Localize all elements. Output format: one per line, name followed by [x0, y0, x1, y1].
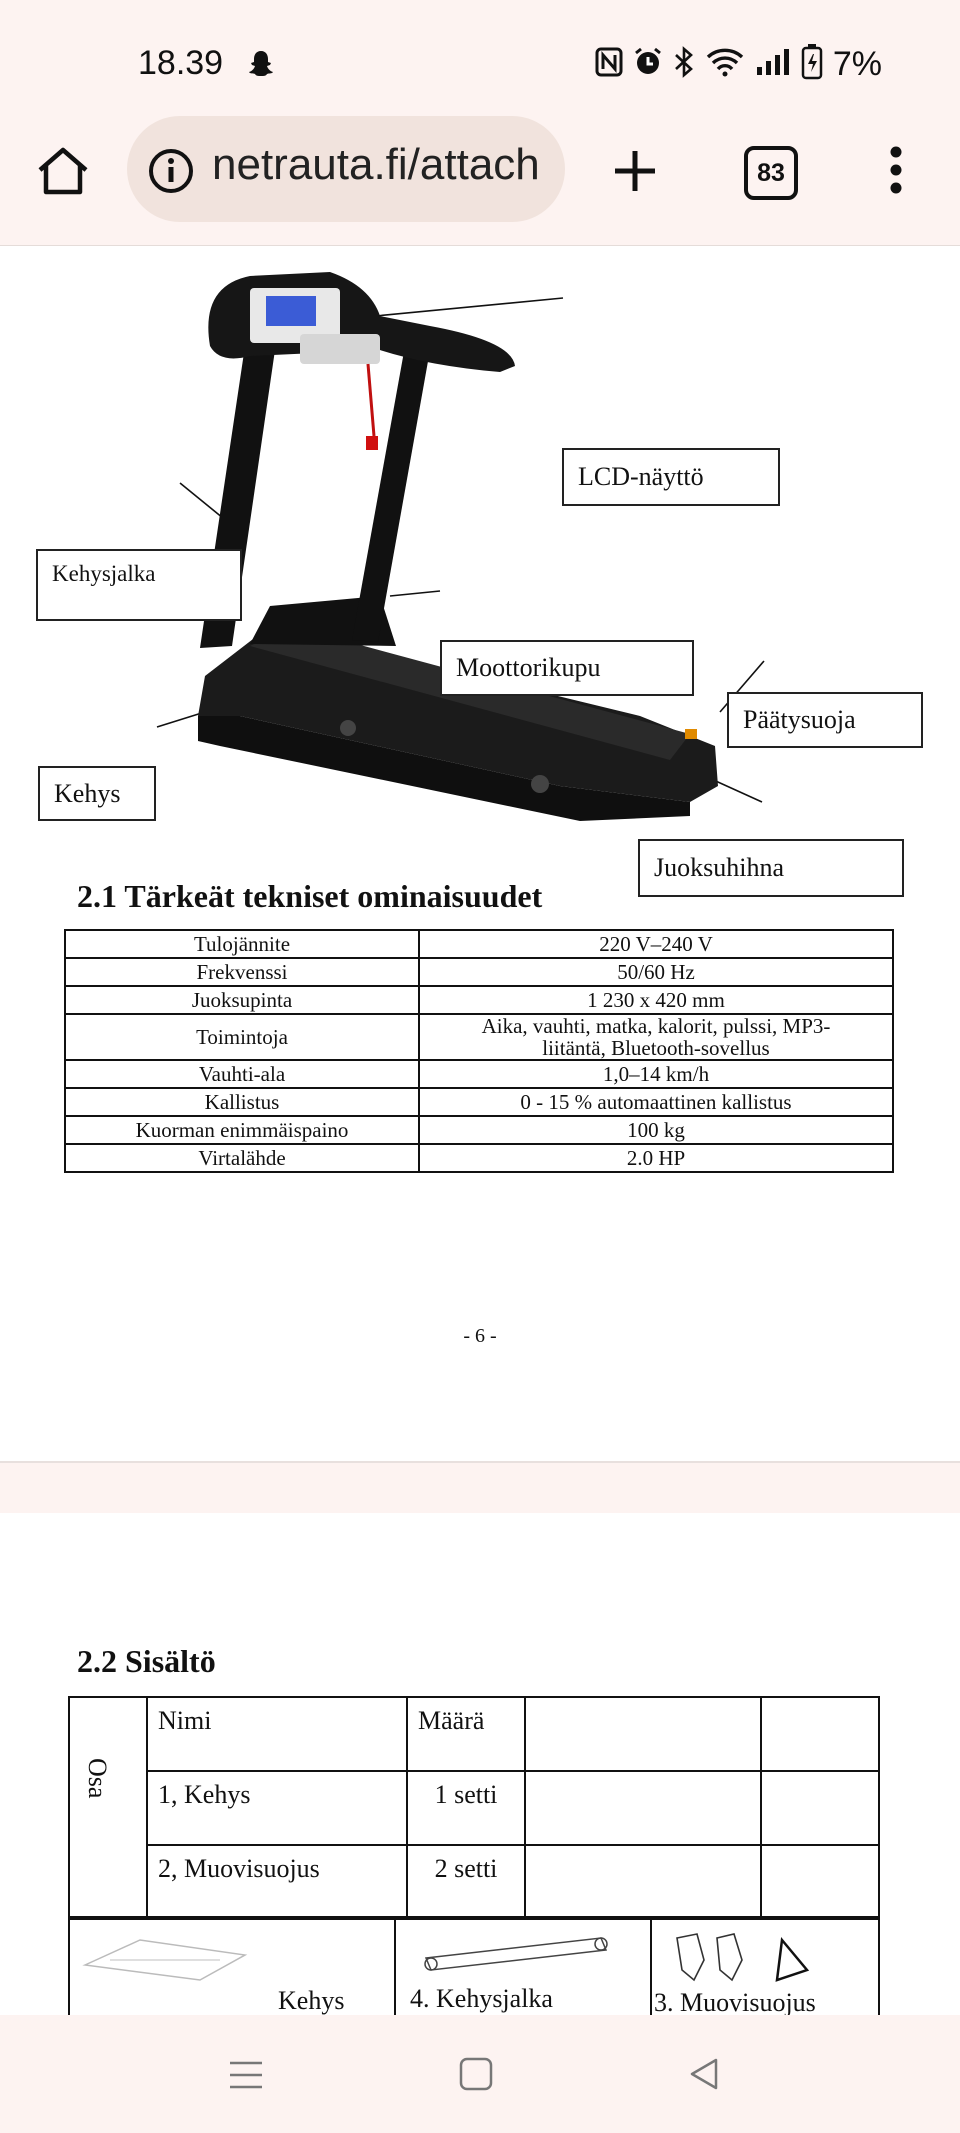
tab-switcher-button[interactable] [744, 146, 798, 200]
battery-level: 7% [832, 45, 882, 83]
callout-end-cover-text: Päätysuoja [743, 705, 856, 734]
nfc-icon [595, 47, 623, 82]
empty-cell [761, 1771, 879, 1845]
snapchat-icon [246, 48, 276, 83]
callout-motor-cover [440, 640, 694, 696]
spec-value: Aika, vauhti, matka, kalorit, pulssi, MP3-liitäntä, Bluetooth-sovellus [419, 1014, 893, 1060]
part-cell [396, 1918, 652, 2015]
table-row [69, 1771, 879, 1845]
header-name: Nimi [147, 1697, 407, 1771]
site-info-icon[interactable] [147, 147, 195, 200]
callout-belt [638, 839, 904, 897]
side-label: Osa [83, 1758, 112, 1799]
recent-apps-icon[interactable] [228, 2057, 264, 2098]
part-label: Kehys [278, 1986, 345, 2015]
section-title-specs: 2.1 Tärkeät tekniset ominaisuudet [77, 878, 543, 914]
section-title-contents: 2.2 Sisältö [77, 1643, 216, 1679]
callout-frame-leg-text: Kehysjalka [52, 561, 156, 586]
spec-value: 2.0 HP [419, 1144, 893, 1172]
spec-key: Tulojännite [65, 930, 419, 958]
table-row [65, 1014, 893, 1060]
part-cell [70, 1918, 396, 2015]
home-icon[interactable] [36, 146, 90, 201]
document-page [0, 1513, 960, 2015]
contents-table [68, 1696, 880, 1920]
empty-cell [761, 1697, 879, 1771]
page-number: - 6 - [463, 1325, 497, 1347]
spec-value: 1 230 x 420 mm [419, 986, 893, 1014]
alarm-icon [633, 47, 663, 82]
part-name: 2, Muovisuojus [147, 1845, 407, 1919]
part-label: 4. Kehysjalka [410, 1984, 553, 2013]
callout-motor-cover-text: Moottorikupu [456, 653, 601, 682]
spec-value: 50/60 Hz [419, 958, 893, 986]
new-tab-icon[interactable] [610, 146, 660, 201]
spec-key: Kallistus [65, 1088, 419, 1116]
status-bar [0, 0, 960, 120]
spec-key: Juoksupinta [65, 986, 419, 1014]
url-text[interactable]: netrauta.fi/attach [212, 140, 540, 189]
back-icon[interactable] [686, 2056, 722, 2097]
spec-value: 0 - 15 % automaattinen kallistus [419, 1088, 893, 1116]
table-row [65, 1144, 893, 1172]
callout-frame-text: Kehys [54, 778, 121, 808]
part-qty: 2 setti [407, 1845, 525, 1919]
page-gap [0, 1461, 960, 1515]
part-cell [652, 1918, 878, 2015]
spec-key: Vauhti-ala [65, 1060, 419, 1088]
parts-illustrations [68, 1916, 880, 2015]
table-row [65, 958, 893, 986]
spec-key: Toimintoja [65, 1014, 419, 1060]
table-row [69, 1697, 879, 1771]
part-qty: 1 setti [407, 1771, 525, 1845]
frame-drawing [80, 1930, 250, 1990]
callout-frame-leg [36, 549, 242, 621]
system-nav-bar [0, 2015, 960, 2133]
spec-key: Kuorman enimmäispaino [65, 1116, 419, 1144]
empty-cell [525, 1845, 761, 1919]
table-row [65, 1088, 893, 1116]
signal-icon [755, 47, 791, 82]
specs-table [64, 929, 894, 1173]
status-time: 18.39 [138, 44, 224, 82]
empty-cell [525, 1697, 761, 1771]
callout-frame [38, 766, 156, 821]
callout-belt-text: Juoksuhihna [654, 853, 784, 882]
spec-value: 100 kg [419, 1116, 893, 1144]
part-name: 1, Kehys [147, 1771, 407, 1845]
frame-leg-drawing [416, 1928, 616, 1978]
wifi-icon [705, 47, 745, 82]
tab-count: 83 [757, 158, 785, 187]
callout-end-cover [727, 692, 923, 748]
table-row [65, 930, 893, 958]
callout-lcd [562, 448, 780, 506]
part-label: 3. Muovisuojus [654, 1988, 816, 2015]
bluetooth-icon [673, 46, 695, 83]
spec-key: Frekvenssi [65, 958, 419, 986]
callout-lcd-text: LCD-näyttö [578, 462, 704, 491]
table-row [65, 1116, 893, 1144]
more-menu-icon[interactable] [884, 144, 908, 201]
table-row [65, 1060, 893, 1088]
document-page [0, 246, 960, 1461]
table-row [69, 1845, 879, 1919]
battery-icon [801, 44, 823, 85]
empty-cell [525, 1771, 761, 1845]
spec-key: Virtalähde [65, 1144, 419, 1172]
home-nav-icon[interactable] [458, 2056, 494, 2097]
empty-cell [761, 1845, 879, 1919]
table-row [65, 986, 893, 1014]
side-label-cell [69, 1697, 147, 1919]
plastic-cover-drawing [672, 1930, 832, 1986]
spec-value: 220 V–240 V [419, 930, 893, 958]
header-qty: Määrä [407, 1697, 525, 1771]
spec-value: 1,0–14 km/h [419, 1060, 893, 1088]
